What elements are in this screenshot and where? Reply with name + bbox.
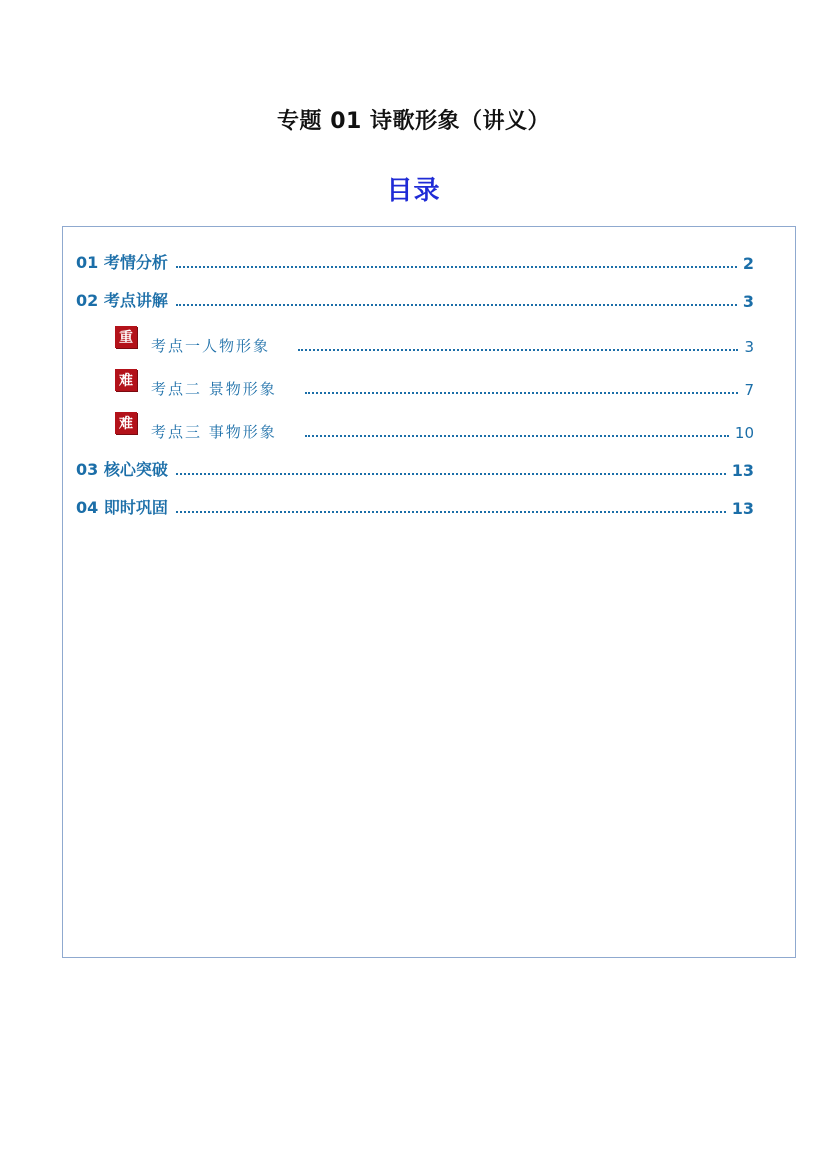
toc-leader-dots [176, 304, 737, 306]
toc-entry-label: 考点一人物形象 [151, 337, 271, 355]
toc-leader-dots [305, 435, 729, 437]
toc-entry-point-1[interactable] [115, 332, 754, 356]
toc-box [62, 226, 796, 958]
toc-entry-label: 03 核心突破 [76, 460, 168, 479]
toc-heading: 目录 [386, 176, 441, 206]
toc-page-number: 7 [744, 381, 754, 399]
toc-entry-analysis[interactable] [76, 249, 754, 273]
toc-page-number: 3 [744, 338, 754, 356]
document-title: 专题 01 诗歌形象（讲义） [277, 109, 550, 134]
toc-leader-dots [176, 473, 726, 475]
toc-leader-dots [298, 349, 738, 351]
toc-entry-consolidation[interactable] [76, 494, 754, 518]
toc-leader-dots [176, 266, 737, 268]
toc-entry-label: 考点二 景物形象 [151, 380, 277, 398]
toc-entry-point-2[interactable] [115, 375, 754, 399]
toc-leader-dots [176, 511, 726, 513]
difficult-badge: 难 [115, 369, 137, 391]
toc-page-number: 3 [742, 292, 754, 311]
toc-page-number: 2 [742, 254, 754, 273]
toc-page-number: 13 [731, 499, 754, 518]
toc-entry-key-points[interactable] [76, 287, 754, 311]
toc-entry-label: 04 即时巩固 [76, 498, 168, 517]
toc-entry-label: 02 考点讲解 [76, 291, 168, 310]
toc-page-number: 10 [734, 424, 754, 442]
toc-entry-label: 01 考情分析 [76, 253, 168, 272]
toc-entry-point-3[interactable] [115, 418, 754, 442]
difficult-badge: 难 [115, 412, 137, 434]
toc-leader-dots [305, 392, 739, 394]
key-badge: 重 [115, 326, 137, 348]
toc-entry-core[interactable] [76, 456, 754, 480]
toc-page-number: 13 [731, 461, 754, 480]
toc-entry-label: 考点三 事物形象 [151, 423, 277, 441]
